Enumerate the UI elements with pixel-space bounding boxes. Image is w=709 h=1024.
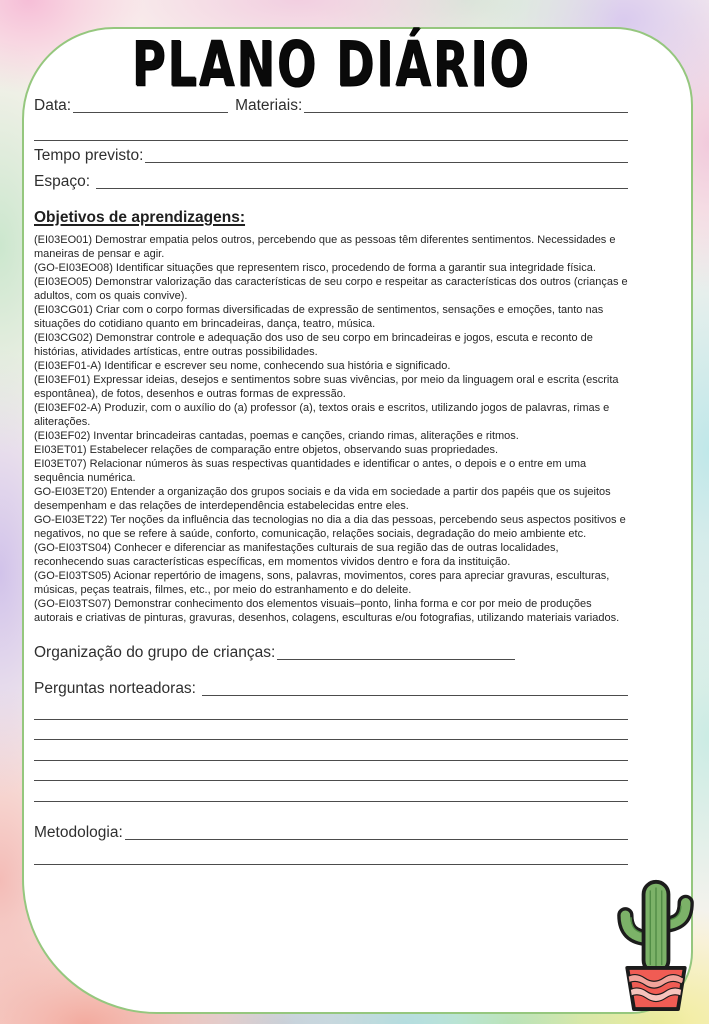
organizacao-label: Organização do grupo de crianças: — [34, 644, 276, 662]
objective-item: GO-EI03ET22) Ter noções da influência das tecnologias no dia a dia das pessoas, percebendo seus aspectos positivos e negativos, no que se refere à saúde, conforto, comunicação, relações sociais, degradação do meio ambiente etc. — [34, 514, 626, 540]
metodologia-fill-line — [125, 838, 628, 840]
tempo-label: Tempo previsto: — [34, 147, 144, 165]
organizacao-fill-line — [277, 658, 515, 660]
objective-item: (EI03EO01) Demostrar empatia pelos outros, percebendo que as pessoas têm diferentes sentimentos. Necessidades e maneiras de pensar e agir. — [34, 234, 616, 260]
metodologia-label: Metodologia: — [34, 823, 123, 841]
worksheet-content — [34, 27, 628, 865]
perguntas-blank-line — [34, 781, 628, 802]
perguntas-blank-line — [34, 699, 628, 720]
perguntas-blank-line — [34, 720, 628, 741]
objective-item: (GO-EI03TS07) Demonstrar conhecimento dos elementos visuais–ponto, linha forma e cor por meio de produções autorais e criativas de pinturas, gravuras, desenhos, colagens, esculturas e/ou fotografias, utilizando materiais variados. — [34, 598, 620, 624]
data-fill-line — [73, 111, 228, 113]
objective-item: (EI03CG01) Criar com o corpo formas diversificadas de expressão de sentimentos, sensações e emoções, tanto nas situações do cotidiano quanto em brincadeiras, dança, teatro, música. — [34, 304, 604, 330]
perguntas-label: Perguntas norteadoras: — [34, 680, 201, 698]
tempo-fill-line — [145, 161, 628, 163]
objective-item: (GO-EI03TS05) Acionar repertório de imagens, sons, palavras, movimentos, cores para apreciar gravuras, esculturas, músicas, peças teatrais, filmes, etc., por meio do estranhamento e do deleite. — [34, 570, 610, 596]
data-label: Data: — [34, 97, 72, 115]
materiais-continuation-line — [34, 116, 628, 141]
objective-item: (EI03EF02) Inventar brincadeiras cantadas, poemas e canções, criando rimas, aliterações e ritmos. — [34, 430, 519, 442]
perguntas-blank-line — [34, 740, 628, 761]
objectives-heading: Objetivos de aprendizagens: — [34, 209, 246, 226]
objective-item: (GO-EI03TS04) Conhecer e diferenciar as manifestações culturais de sua região das de outras localidades, reconhecendo suas características específicas, em momentos vividos dentro e fora da instituição. — [34, 542, 559, 568]
page-title: PLANO DIÁRIO — [131, 27, 531, 101]
metodologia-row — [34, 819, 628, 843]
objective-item: (EI03EF01-A) Identificar e escrever seu nome, conhecendo sua história e significado. — [34, 360, 451, 372]
objective-item: (GO-EI03EO08) Identificar situações que representem risco, procedendo de forma a garantir sua integridade física. — [34, 262, 596, 274]
espaco-label: Espaço: — [34, 173, 95, 191]
objectives-list — [34, 233, 628, 625]
objective-item: (EI03EF02-A) Produzir, com o auxílio do (a) professor (a), textos orais e escritos, utilizando jogos de palavras, rimas e aliterações. — [34, 402, 610, 428]
materiais-fill-line — [304, 111, 628, 113]
objective-item: GO-EI03ET20) Entender a organização dos grupos sociais e da vida em sociedade a partir dos papéis que os sujeitos desempenham e das relações de interdependência estabelecidas entre eles. — [34, 486, 611, 512]
objective-item: (EI03EO05) Demonstrar valorização das características de seu corpo e respeitar as características dos outros (crianças e adultos, com os quais convive). — [34, 276, 628, 302]
objective-item: EI03ET07) Relacionar números às suas respectivas quantidades e identificar o antes, o depois e o entre em uma sequência numérica. — [34, 458, 587, 484]
objective-item: EI03ET01) Estabelecer relações de comparação entre objetos, observando suas propriedades. — [34, 444, 499, 456]
perguntas-fill-line — [202, 694, 628, 696]
materiais-label: Materiais: — [235, 97, 303, 115]
perguntas-row — [34, 675, 628, 699]
objective-item: (EI03CG02) Demonstrar controle e adequação dos uso de seu corpo em brincadeiras e jogos, escuta e reconto de histórias, atividades artísticas, entre outras possibilidades. — [34, 332, 593, 358]
perguntas-blank-line — [34, 761, 628, 782]
espaco-fill-line — [96, 187, 628, 189]
objective-item: (EI03EF01) Expressar ideias, desejos e sentimentos sobre suas vivências, por meio da linguagem oral e escrita (escrita espontânea), de fotos, desenhos e outras formas de expressão. — [34, 374, 619, 400]
espaco-row — [34, 166, 628, 192]
organizacao-row — [34, 639, 628, 663]
objectives-heading-row — [34, 209, 628, 233]
title-wrap — [34, 27, 628, 101]
cactus-icon — [608, 877, 704, 1016]
metodologia-blank-line — [34, 843, 628, 865]
tempo-row — [34, 141, 628, 166]
